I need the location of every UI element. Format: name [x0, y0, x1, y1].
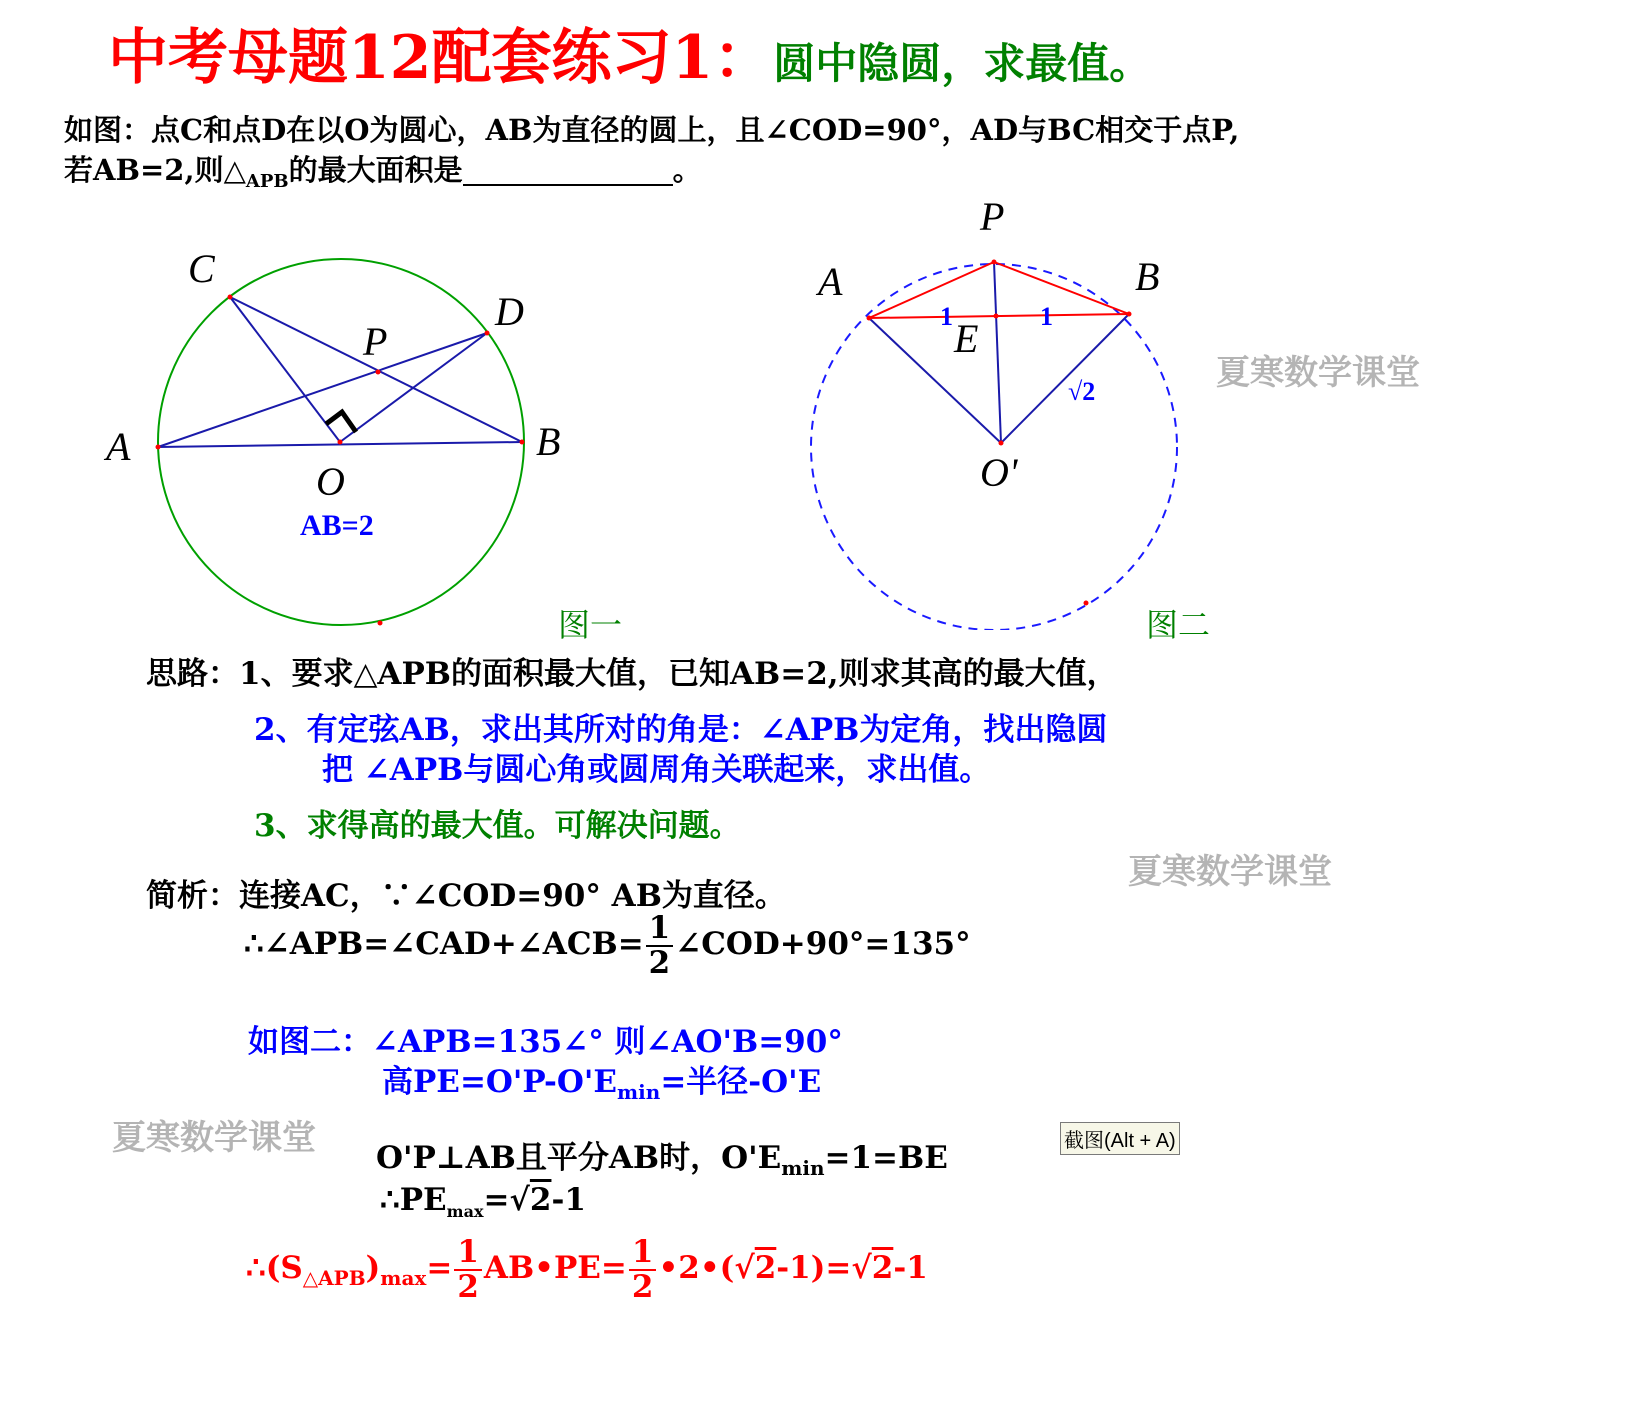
dot-o-2: [999, 441, 1004, 446]
fig2-line-2-sub: min: [617, 1080, 661, 1105]
length-ae: 1: [940, 302, 953, 331]
sqrt-symbol: √: [509, 1182, 530, 1218]
final-eq: =: [426, 1250, 453, 1287]
line-bo: [1001, 314, 1129, 443]
analysis-line-2-pre: ∴∠APB=∠CAD+∠ACB=: [244, 926, 644, 963]
final-fraction-2-den: 2: [631, 1268, 654, 1305]
final-mid2: •2•(: [658, 1250, 735, 1287]
title-red: 中考母题12配套练习1：: [108, 23, 774, 93]
perp-line: [376, 1132, 948, 1181]
final-fraction-1-den: 2: [457, 1268, 479, 1305]
label-e: E: [954, 316, 979, 361]
figure-one: [90, 230, 590, 650]
problem-line-2: [64, 148, 702, 192]
line-ad: [158, 333, 487, 447]
line-ao: [869, 318, 1001, 443]
problem-line-2-post: 的最大面积是: [288, 153, 463, 187]
label-b: B: [536, 419, 561, 464]
fraction-half-num: 1: [646, 912, 674, 947]
pe-max-sqrt: 2: [529, 1182, 552, 1218]
dot-b: [520, 440, 525, 445]
label-d: D: [495, 289, 524, 334]
dot-a-2: [867, 316, 872, 321]
dot-a: [156, 445, 161, 450]
perp-line-pre: O'P⊥AB且平分AB时，O'E: [376, 1140, 782, 1176]
final-end: -1: [893, 1250, 928, 1287]
final-pre: ∴(S: [246, 1250, 303, 1287]
ideas-label: 思路：: [146, 656, 239, 692]
dot-o: [338, 440, 343, 445]
pe-max-minus: -1: [551, 1182, 586, 1218]
analysis-label: 简析：: [146, 878, 239, 914]
fig2-line-1: 如图二：∠APB=135∠° 则∠AO'B=90°: [248, 1024, 843, 1060]
final-sqrt-symbol-2: √: [851, 1250, 872, 1287]
final-sqrt-symbol-1: √: [734, 1250, 755, 1287]
final-fraction-1: [454, 1236, 482, 1303]
pe-max-sub: max: [446, 1202, 484, 1222]
fig2-line-2-post: =半径-O'E: [660, 1064, 822, 1100]
problem-end: 。: [672, 153, 702, 187]
perp-line-post: =1=BE: [824, 1140, 948, 1176]
final-sqrt-2: 2: [871, 1250, 894, 1287]
analysis-line-1: [146, 870, 786, 915]
ideas-step-2a: 2、有定弦AB，求出其所对的角是：∠APB为定角，找出隐圆: [254, 712, 1108, 748]
final-mid: AB•PE=: [483, 1250, 627, 1287]
fraction-half-den: 2: [648, 944, 671, 981]
final-line: [246, 1236, 928, 1303]
watermark-2: 夏寒数学课堂: [1128, 852, 1332, 892]
ideas-step-1-text: 1、要求△APB的面积最大值，已知AB=2,则求其高的最大值，: [239, 656, 1118, 692]
label-o: O: [316, 459, 345, 504]
screenshot-shortcut-tooltip: 截图(Alt + A): [1060, 1122, 1180, 1155]
watermark-1: 夏寒数学课堂: [1216, 353, 1420, 393]
answer-blank: [463, 156, 673, 186]
perp-line-sub: min: [781, 1156, 825, 1181]
title-green: 圆中隐圆，求最值。: [773, 39, 1152, 88]
analysis-line-2: [244, 912, 971, 979]
label-o-prime: O': [980, 450, 1018, 495]
line-oc: [230, 297, 340, 442]
problem-line-2-pre: 若AB=2,则: [64, 153, 224, 187]
fig2-line-2: [382, 1056, 822, 1105]
final-fraction-2: [629, 1236, 657, 1303]
figure-two-circle: [811, 264, 1177, 630]
dot-p: [376, 370, 381, 375]
label-b-2: B: [1135, 254, 1160, 299]
final-sub: △APB: [302, 1266, 366, 1291]
label-p: P: [363, 319, 388, 364]
final-fraction-2-num: 1: [629, 1236, 657, 1271]
final-fraction-1-num: 1: [454, 1236, 482, 1271]
caption-figure-one: 图一: [558, 606, 623, 644]
fraction-half: [646, 912, 674, 979]
line-ap: [869, 262, 994, 318]
watermark-3: 夏寒数学课堂: [112, 1118, 316, 1158]
triangle-symbol: △: [223, 153, 246, 187]
analysis-line-2-post: ∠COD+90°=135°: [675, 926, 971, 963]
label-p-2: P: [980, 194, 1005, 239]
length-bo: √2: [1068, 377, 1096, 406]
line-po: [994, 262, 1001, 443]
label-a: A: [106, 424, 131, 469]
page-title: [108, 10, 1151, 96]
final-mid3: -1)=: [776, 1250, 852, 1287]
pe-max-pre: ∴PE: [380, 1182, 447, 1218]
length-eb: 1: [1040, 302, 1053, 331]
ideas-step-3: 3、求得高的最大值。可解决问题。: [254, 808, 741, 844]
dot-bottom: [378, 621, 383, 626]
dot-p-2: [992, 260, 997, 265]
ideas-step-1: [146, 648, 1118, 693]
dot-b-2: [1127, 312, 1132, 317]
figure-two: [790, 190, 1210, 630]
line-ab-2: [869, 314, 1129, 318]
dot-bottom-2: [1084, 601, 1089, 606]
final-sqrt-1: 2: [754, 1250, 777, 1287]
fig2-line-2-pre: 高PE=O'P-O'E: [382, 1064, 618, 1100]
dot-c: [228, 295, 233, 300]
label-c: C: [188, 246, 215, 291]
note-ab: AB=2: [300, 509, 374, 542]
triangle-subscript: APB: [245, 170, 289, 192]
analysis-line-1-text: 连接AC，∵∠COD=90° AB为直径。: [239, 878, 786, 914]
ideas-step-2b: 把 ∠APB与圆心角或圆周角关联起来，求出值。: [322, 752, 991, 788]
caption-figure-two: 图二: [1146, 606, 1211, 644]
pe-max-line: [380, 1182, 586, 1222]
line-pb: [994, 262, 1129, 314]
dot-e: [994, 314, 999, 319]
problem-line-1: 如图：点C和点D在以O为圆心，AB为直径的圆上，且∠COD=90°，AD与BC相交于点P,: [64, 113, 1240, 147]
final-sub2: max: [380, 1266, 427, 1291]
pe-max-eq: =: [483, 1182, 510, 1218]
final-close: ): [365, 1250, 381, 1287]
dot-d: [485, 331, 490, 336]
label-a-2: A: [818, 259, 843, 304]
